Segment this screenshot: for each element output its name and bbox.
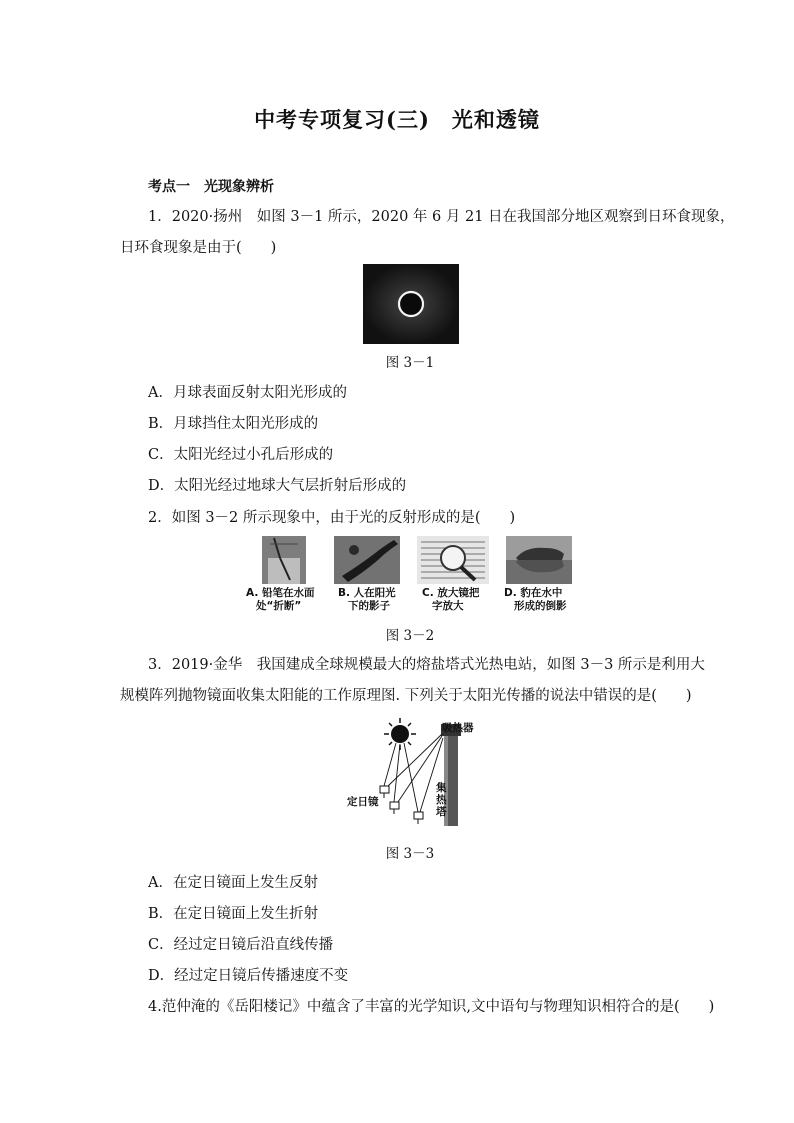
q3-stem-line1: 3．2019·金华 我国建成全球规模最大的熔盐塔式光热电站，如图 3－3 所示是利用大: [148, 657, 705, 673]
eclipse-photo: [363, 264, 459, 344]
q1-option-b: B．月球挡住太阳光形成的: [148, 416, 319, 432]
pic-c-label-line1: C. 放大镜把: [422, 587, 480, 599]
pic-shadow: [334, 536, 400, 584]
pic-d-label: [504, 587, 567, 613]
pic-a-label-line2: 处“折断”: [256, 600, 302, 612]
label-tower-char1: 集: [436, 782, 447, 794]
page-title: 中考专项复习(三) 光和透镜: [254, 107, 540, 132]
q1-stem-line2: 日环食现象是由于( ): [120, 240, 277, 256]
q3-stem-line2: 规模阵列抛物镜面收集太阳能的工作原理图. 下列关于太阳光传播的说法中错误的是( ): [120, 688, 692, 704]
label-receiver: 吸热器: [442, 722, 474, 734]
q3-option-b: B．在定日镜面上发生折射: [148, 906, 319, 922]
pic-d-label-line1: D. 豹在水中: [504, 587, 563, 599]
leopard-reflection-image: [506, 536, 572, 584]
pencil-in-water-image: [262, 536, 306, 584]
pic-b-label-line1: B. 人在阳光: [338, 587, 396, 599]
pic-b-label: [338, 587, 396, 613]
q2-stem: 2．如图 3－2 所示现象中，由于光的反射形成的是( ): [148, 510, 516, 526]
pic-b-label-line2: 下的影子: [348, 600, 390, 612]
label-mirror: 定日镜: [347, 796, 379, 808]
q1-option-c: C．太阳光经过小孔后形成的: [148, 447, 334, 463]
pic-leopard-reflection: [506, 536, 572, 584]
pic-magnifier: [417, 536, 489, 584]
pic-c-label: [422, 587, 479, 613]
shadow-image: [334, 536, 400, 584]
figure-caption-3-3: 图 3－3: [385, 846, 435, 862]
figure-caption-3-1: 图 3－1: [385, 355, 435, 371]
annular-eclipse-image: [363, 264, 459, 344]
q1-option-a: A．月球表面反射太阳光形成的: [148, 385, 347, 401]
pic-c-label-line2: 字放大: [432, 600, 464, 612]
label-tower-char3: 塔: [436, 806, 447, 818]
label-tower: [436, 782, 448, 818]
q4-stem: 4.范仲淹的《岳阳楼记》中蕴含了丰富的光学知识,文中语句与物理知识相符合的是( ): [148, 999, 715, 1015]
figure-caption-3-2: 图 3－2: [385, 628, 435, 644]
q3-option-c: C．经过定日镜后沿直线传播: [148, 937, 334, 953]
q3-option-a: A．在定日镜面上发生反射: [148, 875, 318, 891]
label-tower-char2: 热: [436, 794, 447, 806]
pic-a-label: [246, 587, 314, 613]
magnifier-image: [417, 536, 489, 584]
q3-option-d: D．经过定日镜后传播速度不变: [148, 968, 349, 984]
q1-option-d: D．太阳光经过地球大气层折射后形成的: [148, 478, 407, 494]
section-heading: 考点一 光现象辨析: [148, 179, 274, 195]
pic-pencil-in-water: [262, 536, 306, 584]
q1-stem-line1: 1．2020·扬州 如图 3－1 所示，2020 年 6 月 21 日在我国部分地区观察到日环食现象，: [148, 209, 735, 225]
pic-a-label-line1: A. 铅笔在水面: [246, 587, 315, 599]
pic-d-label-line2: 形成的倒影: [514, 600, 567, 612]
